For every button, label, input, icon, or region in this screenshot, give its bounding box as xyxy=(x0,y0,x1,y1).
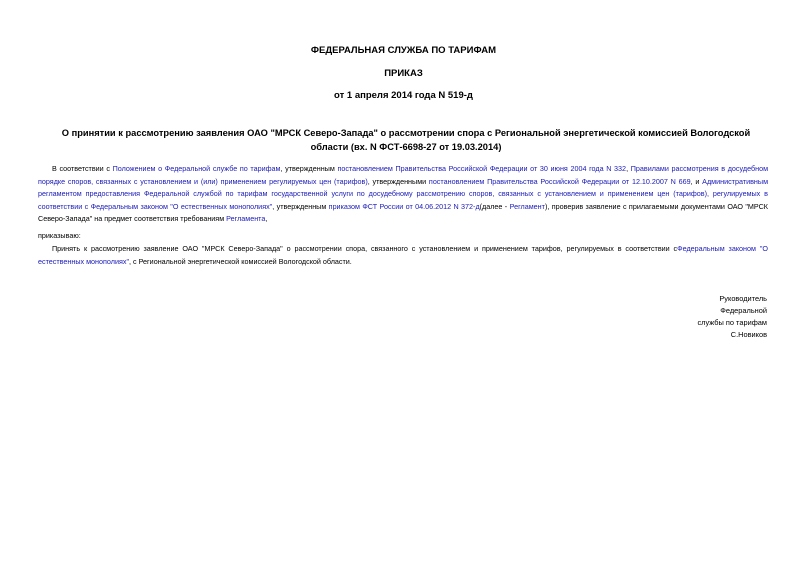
preamble-text-9: , xyxy=(265,214,268,224)
signature-name: С.Новиков xyxy=(730,330,767,339)
link-reglament-2[interactable]: Регламента xyxy=(226,214,266,224)
signature-line-3: службы по тарифам xyxy=(697,318,767,327)
preamble-text-6: , утвержденным xyxy=(272,201,329,211)
document-subject: О принятии к рассмотрению заявления ОАО "МРСК Северо-Запада" о рассмотрении спора с Региональной энергетической комиссией Вологодской области (вх. N ФСТ-6698-27 от 19.03.2014) xyxy=(61,128,751,152)
preamble-text-5: , и xyxy=(690,176,703,186)
link-reglament[interactable]: Регламент xyxy=(509,201,545,211)
signature-line-2: Федеральной xyxy=(720,306,767,315)
preamble-text-3: , xyxy=(626,164,631,173)
order-paragraph xyxy=(38,243,768,268)
link-fst-order-372[interactable]: приказом ФСТ России от 04.06.2012 N 372-д xyxy=(328,201,480,211)
order-word: приказываю: xyxy=(38,231,81,240)
preamble-text-8: ), проверив заявление с прилагаемыми документами ОАО "МРСК Северо-Запада" на предмет соответствия требованиям xyxy=(38,201,768,224)
link-dispute-rules[interactable]: Правилами рассмотрения в досудебном порядке споров, связанных с установлением и (или) применением регулируемых цен (тарифов) xyxy=(38,164,769,186)
link-regulation-fst[interactable]: Положением о Федеральной службе по тарифам xyxy=(112,164,281,173)
order-text-2: , с Региональной энергетической комиссией Вологодской области. xyxy=(129,256,352,266)
document-type: ПРИКАЗ xyxy=(384,68,423,79)
agency-title: ФЕДЕРАЛЬНАЯ СЛУЖБА ПО ТАРИФАМ xyxy=(310,45,497,56)
preamble-text-2: , утвержденным xyxy=(280,164,338,173)
preamble-text-4: , утвержденными xyxy=(367,176,429,186)
link-administrative-regulation[interactable]: Административным регламентом предоставления Федеральной службой по тарифам государственной услуги по досудебному рассмотрению споров, связанных с установлением и применением цен (тарифов), регулируемых в соответствии с Федеральным законом "О естественных монополиях" xyxy=(38,176,769,211)
order-text-1: Принять к рассмотрению заявление ОАО "МРСК Северо-Запада" о рассмотрении спора, связанного с установлением и применением тарифов, регулируемых в соответствии с xyxy=(52,244,678,253)
preamble-text-7: (далее - xyxy=(479,201,510,211)
signature-line-1: Руководитель xyxy=(719,294,767,303)
signature-block xyxy=(697,293,767,341)
preamble-paragraph xyxy=(38,163,768,226)
preamble-text-1: В соответствии с xyxy=(52,164,113,173)
link-government-decree-332[interactable]: постановлением Правительства Российской Федерации от 30 июня 2004 года N 332 xyxy=(337,164,627,173)
link-natural-monopolies-law[interactable]: Федеральным законом "О естественных монополиях" xyxy=(38,244,768,266)
link-government-decree-669[interactable]: постановлением Правительства Российской Федерации от 12.10.2007 N 669 xyxy=(428,176,691,186)
document-date-number: от 1 апреля 2014 года N 519-д xyxy=(334,90,473,101)
